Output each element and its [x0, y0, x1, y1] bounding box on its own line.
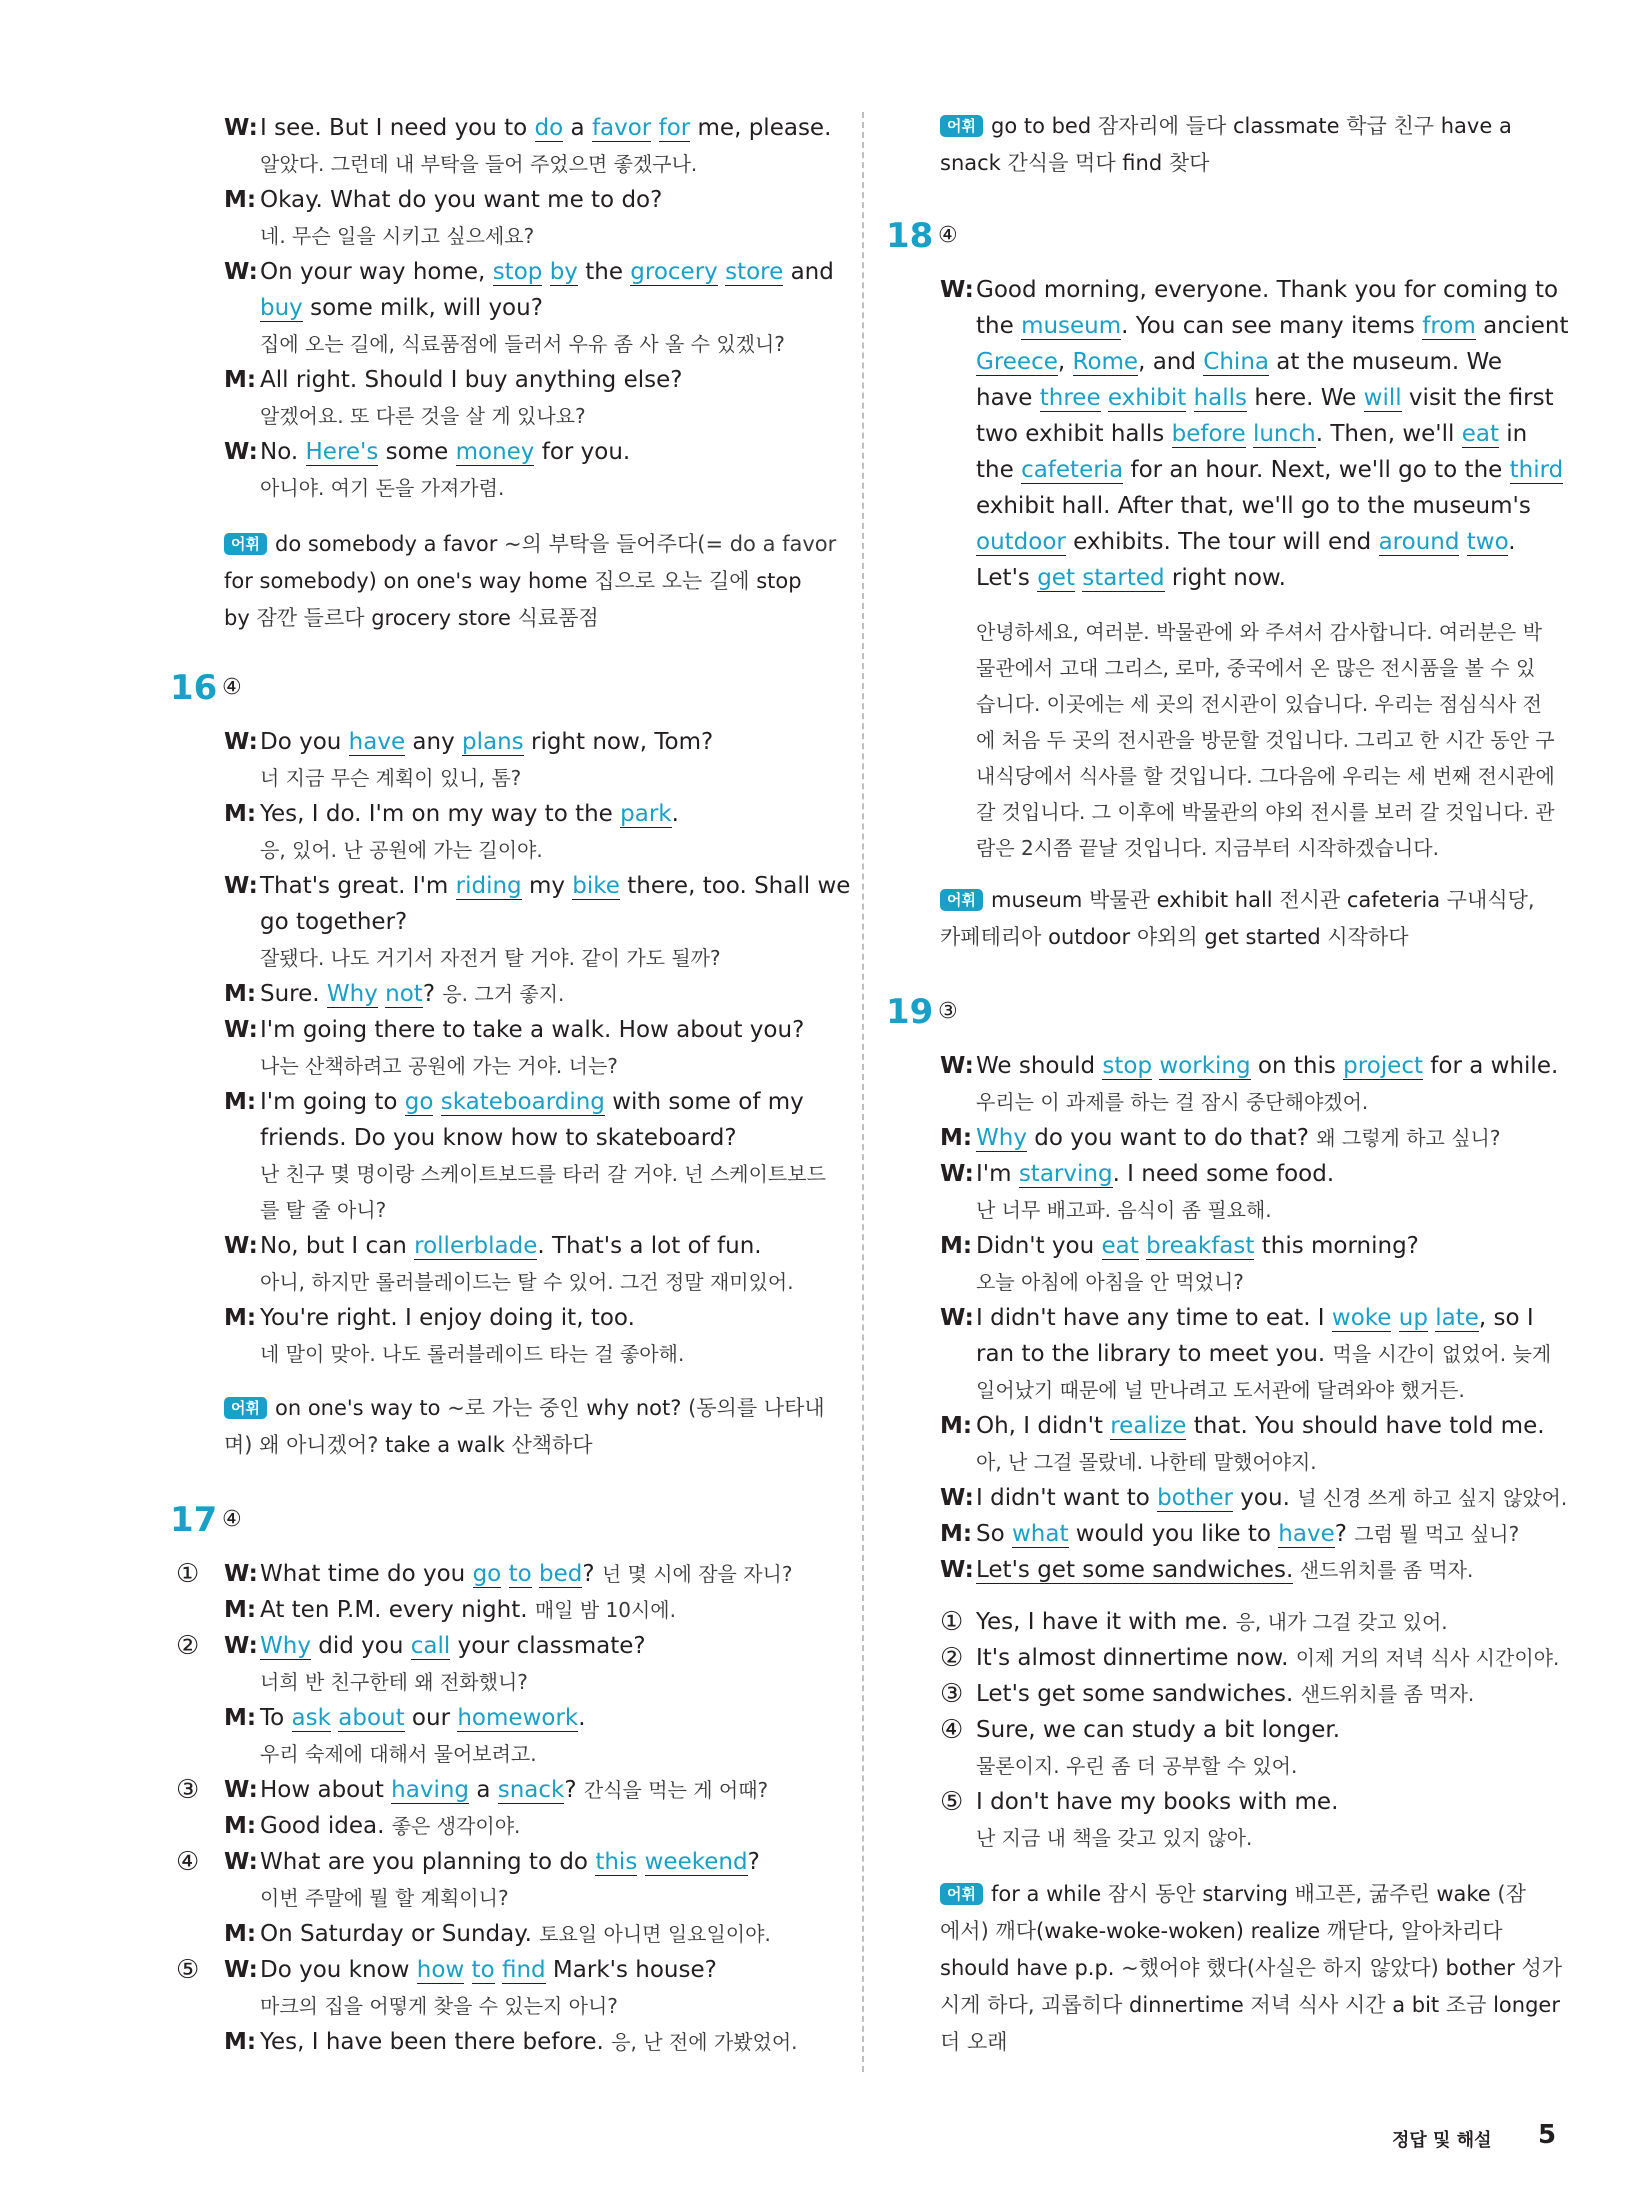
speech-line: the museum. You can see many items from ancient [976, 313, 1569, 339]
speech-line: exhibit hall. After that, we'll go to the museum's [976, 493, 1531, 519]
dialogue-line: W: What are you planning to do this weekend? [224, 1849, 760, 1875]
dialogue-line: M: Good idea. 좋은 생각이야. [224, 1813, 521, 1839]
speech-line: Greece, Rome, and China at the museum. We [976, 349, 1503, 375]
option-number: ⑤ [940, 1787, 964, 1817]
korean-translation: 우리는 이 과제를 하는 걸 잠시 중단해야겠어. [976, 1090, 1369, 1114]
dialogue-line: M: I'm going to go skateboarding with some of my [224, 1089, 804, 1115]
korean-translation: 이번 주말에 뭘 할 계획이니? [260, 1886, 509, 1910]
dialogue-line: W: No, but I can rollerblade. That's a lot of fun. [224, 1233, 762, 1259]
dialogue-line: M: All right. Should I buy anything else? [224, 367, 683, 393]
dialogue-line: M: Yes, I have been there before. 응, 난 전에 가봤었어. [224, 2029, 798, 2055]
dialogue-line: W: Why did you call your classmate? [224, 1633, 646, 1659]
vocab-box: 어휘 for a while 잠시 동안 starving 배고픈, 굶주린 wake (잠 에서) 깨다(wake-woke-woken) realize 깨닫다, 알아차리다 should have p.p. ~했어야 했다(사실은 하지 않았다) bother 성가 시게 하다, 괴롭히다 dinnertime 저녁 식사 시간 a bit 조금 longer 더 오래 [940, 1882, 1563, 2054]
dialogue-line: W: That's great. I'm riding my bike there, too. Shall we [224, 873, 851, 899]
korean-translation-block: 안녕하세요, 여러분. 박물관에 와 주셔서 감사합니다. 여러분은 박 물관에서 고대 그리스, 로마, 중국에서 온 많은 전시품을 볼 수 있 습니다. 이곳에는 세 곳의 전시관이 있습니다. 우리는 점심식사 전 에 처음 두 곳의 전시관을 방문할 것입니다. 그리고 한 시간 동안 구 내식당에서 식사를 할 것입니다. 그다음에 우리는 세 번째 전시관에 갈 것입니다. 그 이후에 박물관의 야외 전시를 보러 갈 것입니다. 관 람은 2시쯤 끝날 것입니다. 지금부터 시작하겠습니다. [976, 620, 1555, 860]
speech-line: two exhibit halls before lunch. Then, we'll eat in [976, 421, 1528, 447]
speech-line: have three exhibit halls here. We will visit the first [976, 385, 1554, 411]
dialogue-line: M: At ten P.M. every night. 매일 밤 10시에. [224, 1597, 676, 1623]
korean-translation: 난 너무 배고파. 음식이 좀 필요해. [976, 1198, 1272, 1222]
dialogue-line: M: Oh, I didn't realize that. You should have told me. [940, 1413, 1545, 1439]
dialogue-line: W: I'm going there to take a walk. How about you? [224, 1017, 805, 1043]
dialogue-line: W: I didn't have any time to eat. I woke up late, so I [940, 1305, 1534, 1331]
dialogue-line: go together? [260, 909, 408, 935]
vocab-box: 어휘 go to bed 잠자리에 들다 classmate 학급 친구 have a snack 간식을 먹다 find 찾다 [940, 114, 1512, 175]
footer-section-label: 정답 및 해설 [1392, 2130, 1492, 2151]
question-number: 16 [170, 668, 218, 708]
option-number: ③ [940, 1679, 964, 1709]
korean-translation: 네. 무슨 일을 시키고 싶으세요? [260, 224, 535, 248]
dialogue-line: M: So what would you like to have? 그럼 뭘 먹고 싶니? [940, 1521, 1520, 1547]
option-number: ③ [176, 1775, 200, 1805]
korean-translation: 잘됐다. 나도 거기서 자전거 탈 거야. 같이 가도 될까? [260, 946, 721, 970]
dialogue-line: M: Why do you want to do that? 왜 그렇게 하고 싶니? [940, 1125, 1501, 1151]
answer-mark: ④ [222, 1507, 242, 1532]
option-number: ② [940, 1643, 964, 1673]
korean-translation: 난 지금 내 책을 갖고 있지 않아. [976, 1826, 1253, 1850]
korean-translation: 집에 오는 길에, 식료품점에 들러서 우유 좀 사 올 수 있겠니? [260, 332, 785, 356]
korean-translation: 물론이지. 우린 좀 더 공부할 수 있어. [976, 1754, 1298, 1778]
dialogue-line: W: I'm starving. I need some food. [940, 1161, 1335, 1187]
dialogue-line: M: Didn't you eat breakfast this morning? [940, 1233, 1419, 1259]
dialogue-line: M: On Saturday or Sunday. 토요일 아니면 일요일이야. [224, 1921, 771, 1947]
option-text: Sure, we can study a bit longer. [976, 1717, 1341, 1743]
korean-translation: 우리 숙제에 대해서 물어보려고. [260, 1742, 537, 1766]
dialogue-line: M: Yes, I do. I'm on my way to the park. [224, 801, 679, 827]
dialogue-line: friends. Do you know how to skateboard? [260, 1125, 737, 1151]
option-number: ④ [176, 1847, 200, 1877]
question-number: 18 [886, 216, 934, 256]
speech-line: the cafeteria for an hour. Next, we'll go to the third [976, 457, 1564, 483]
vocab-badge: 어휘 [224, 1397, 267, 1419]
option-text: Yes, I have it with me. 응, 내가 그걸 갖고 있어. [976, 1609, 1448, 1635]
column-divider [862, 112, 864, 2072]
dialogue-line: W: How about having a snack? 간식을 먹는 게 어때? [224, 1777, 769, 1803]
korean-translation: 난 친구 몇 명이랑 스케이트보드를 타러 갈 거야. 넌 스케이트보드 [260, 1162, 826, 1186]
korean-translation: 알았다. 그런데 내 부탁을 들어 주었으면 좋겠구나. [260, 152, 698, 176]
speech-line: Let's get started right now. [976, 565, 1286, 591]
option-number: ② [176, 1631, 200, 1661]
korean-translation: 일어났기 때문에 널 만나려고 도서관에 달려와야 했거든. [976, 1378, 1465, 1402]
option-number: ④ [940, 1715, 964, 1745]
dialogue-line: M: Sure. Why not? 응. 그거 좋지. [224, 981, 565, 1007]
korean-translation: 나는 산책하려고 공원에 가는 거야. 너는? [260, 1054, 618, 1078]
vocab-box: 어휘 on one's way to ~로 가는 중인 why not? (동의를 나타내 며) 왜 아니겠어? take a walk 산책하다 [224, 1396, 825, 1457]
option-number: ① [176, 1559, 200, 1589]
vocab-badge: 어휘 [940, 1883, 983, 1905]
dialogue-line: M: You're right. I enjoy doing it, too. [224, 1305, 635, 1331]
dialogue-line: W: On your way home, stop by the grocery store and [224, 259, 834, 285]
vocab-badge: 어휘 [224, 533, 267, 555]
option-number: ① [940, 1607, 964, 1637]
korean-translation: 응, 있어. 난 공원에 가는 길이야. [260, 838, 543, 862]
dialogue-line: W: Do you know how to find Mark's house? [224, 1957, 717, 1983]
option-text: It's almost dinnertime now. 이제 거의 저녁 식사 시간이야. [976, 1645, 1560, 1671]
korean-translation: 아, 난 그걸 몰랐네. 나한테 말했어야지. [976, 1450, 1317, 1474]
dialogue-line: W: I see. But I need you to do a favor for me, please. [224, 115, 832, 141]
speech-line: outdoor exhibits. The tour will end around two. [976, 529, 1516, 555]
option-text: Let's get some sandwiches. 샌드위치를 좀 먹자. [976, 1681, 1475, 1707]
answer-mark: ④ [938, 223, 958, 248]
option-text: I don't have my books with me. [976, 1789, 1339, 1815]
vocab-box: 어휘 do somebody a favor ~의 부탁을 들어주다(= do a favor for somebody) on one's way home 집으로 오는 길에 stop by 잠깐 들르다 grocery store 식료품점 [224, 532, 837, 630]
korean-translation: 너 지금 무슨 계획이 있니, 톰? [260, 766, 522, 790]
dialogue-line: W: No. Here's some money for you. [224, 439, 631, 465]
question-number: 19 [886, 992, 934, 1032]
vocab-badge: 어휘 [940, 115, 983, 137]
dialogue-line: M: Okay. What do you want me to do? [224, 187, 663, 213]
korean-translation: 너희 반 친구한테 왜 전화했니? [260, 1670, 528, 1694]
dialogue-line: W: Let's get some sandwiches. 샌드위치를 좀 먹자. [940, 1557, 1474, 1583]
speech-line: W: Good morning, everyone. Thank you for coming to [940, 277, 1559, 303]
dialogue-line: W: What time do you go to bed? 넌 몇 시에 잠을 자니? [224, 1561, 793, 1587]
answer-mark: ③ [938, 999, 958, 1024]
question-number: 17 [170, 1500, 218, 1540]
page-number: 5 [1538, 2120, 1557, 2150]
vocab-badge: 어휘 [940, 889, 983, 911]
korean-translation: 오늘 아침에 아침을 안 먹었니? [976, 1270, 1244, 1294]
dialogue-line: W: I didn't want to bother you. 널 신경 쓰게 하고 싶지 않았어. [940, 1485, 1568, 1511]
vocab-box: 어휘 museum 박물관 exhibit hall 전시관 cafeteria 구내식당, 카페테리아 outdoor 야외의 get started 시작하다 [940, 888, 1535, 949]
dialogue-line: buy some milk, will you? [260, 295, 543, 321]
korean-translation: 를 탈 줄 아니? [260, 1198, 387, 1222]
answer-mark: ④ [222, 675, 242, 700]
dialogue-line: W: Do you have any plans right now, Tom? [224, 729, 714, 755]
korean-translation: 알겠어요. 또 다른 것을 살 게 있나요? [260, 404, 586, 428]
dialogue-line: W: We should stop working on this project for a while. [940, 1053, 1559, 1079]
option-number: ⑤ [176, 1955, 200, 1985]
korean-translation: 마크의 집을 어떻게 찾을 수 있는지 아니? [260, 1994, 618, 2018]
korean-translation: 네 말이 맞아. 나도 롤러블레이드 타는 걸 좋아해. [260, 1342, 685, 1366]
korean-translation: 아니야. 여기 돈을 가져가렴. [260, 476, 505, 500]
dialogue-line: M: To ask about our homework. [224, 1705, 586, 1731]
korean-translation: 아니, 하지만 롤러블레이드는 탈 수 있어. 그건 정말 재미있어. [260, 1270, 794, 1294]
dialogue-line: ran to the library to meet you. 먹을 시간이 없었어. 늦게 [976, 1341, 1552, 1367]
